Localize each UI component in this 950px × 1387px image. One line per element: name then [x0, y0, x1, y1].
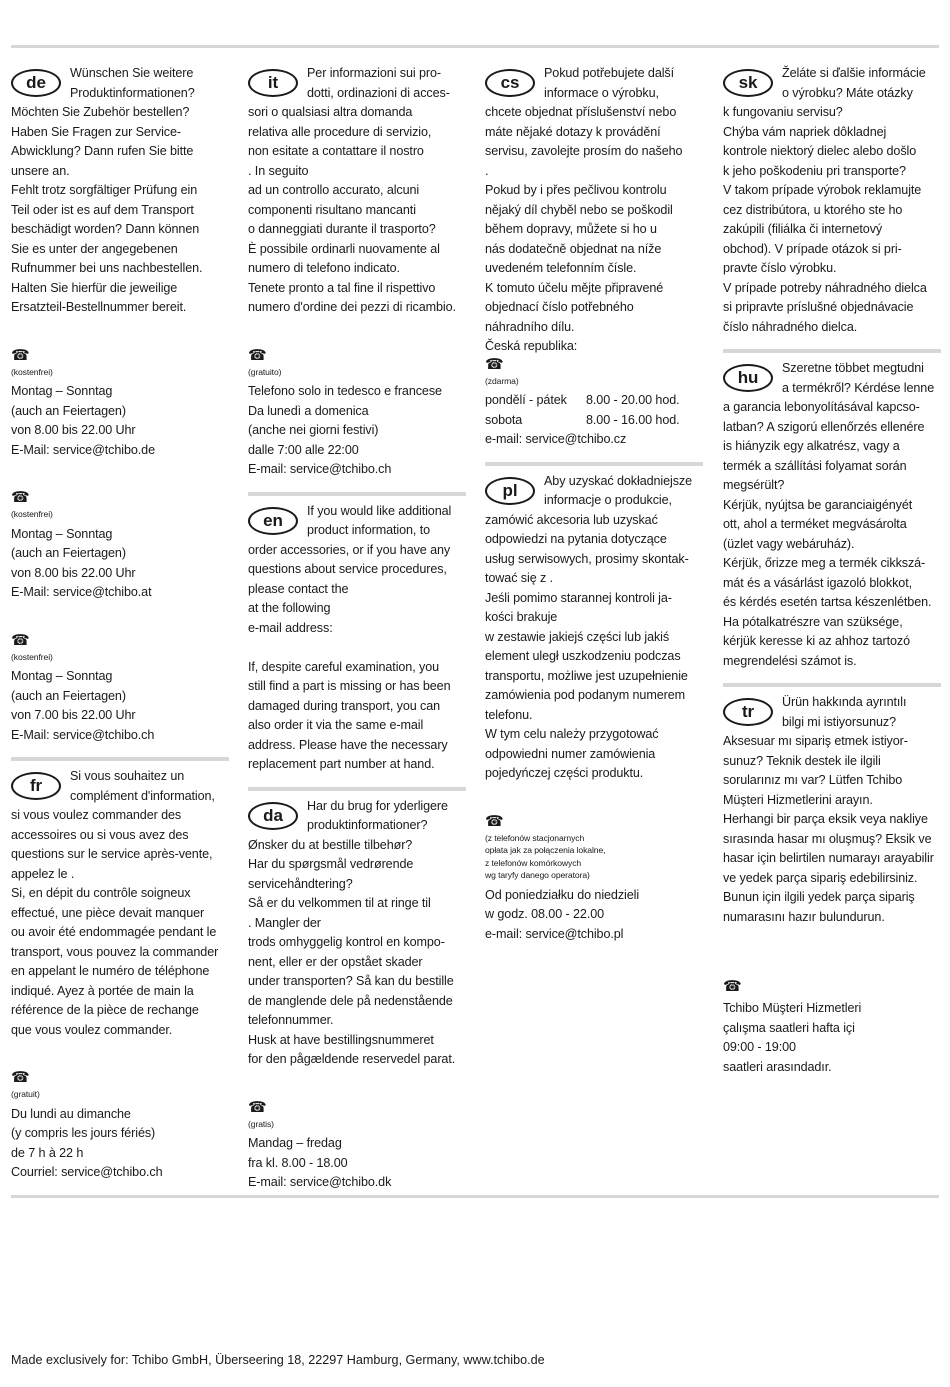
cs-hours-row: [485, 411, 703, 431]
de-contact-text: Montag – Sonntag (auch an Feiertagen) von 8.00 bis 22.00 Uhr E-Mail: service@tchibo.at: [11, 526, 152, 599]
cs-hours-day: sobota: [485, 412, 523, 427]
section-cs: [485, 64, 703, 450]
phone-icon: ☎: [248, 346, 267, 364]
section-divider: [248, 787, 466, 791]
section-it: [248, 64, 466, 480]
fr-contact: [11, 1070, 229, 1183]
language-badge-de: de: [11, 69, 61, 97]
it-contact-text: Telefono solo in tedesco e francese Da lunedì a domenica (anche nei giorni festivi) dalle 7:00 alle 22:00 E-mail: service@tchibo.ch: [248, 384, 442, 476]
it-contact-note: (gratuito): [248, 366, 282, 377]
pl-contact-text: Od poniedziałku do niedzieli w godz. 08.00 - 22.00 e-mail: service@tchibo.pl: [485, 887, 640, 941]
column-4: [723, 64, 941, 1077]
phone-icon: ☎: [723, 978, 742, 995]
phone-icon: ☎: [248, 1098, 267, 1116]
pl-contact: [485, 814, 703, 945]
bottom-rule: [11, 1195, 939, 1198]
cs-hours-row: [485, 391, 703, 411]
section-divider: [485, 462, 703, 466]
de-contact-switzerland: [11, 633, 229, 746]
language-badge-pl: pl: [485, 477, 535, 505]
section-divider: [248, 492, 466, 496]
it-intro-text: Per informazioni sui pro- dotti, ordinazioni di acces- sori o qualsiasi altra domanda relativa alle procedure di servizio, non esitate a contattare il nostro . In seguito ad un controllo accurato, alcuni componenti risultano mancanti o danneggiati durante il trasporto? È possibile ordinarli nuovamente al numero di telefono indicato. Tenete pronto a tal fine il rispettivo numero d'ordine dei pezzi di ricambio.: [248, 66, 456, 314]
cs-contact: [485, 357, 703, 450]
section-tr: [723, 693, 941, 1077]
de-contact-note: (kostenfrei): [11, 366, 53, 377]
da-contact: [248, 1100, 466, 1193]
cs-hours-time: 8.00 - 16.00 hod.: [586, 412, 680, 427]
language-badge-hu: hu: [723, 364, 773, 392]
language-badge-sk: sk: [723, 69, 773, 97]
tr-intro-text: Ürün hakkında ayrıntılı bilgi mi istiyorsunuz? Aksesuar mı sipariş etmek istiyor- sunuz? Teknik destek ile ilgili sorularınız mı var? Lütfen Tchibo Müşteri Hizmetlerini arayın. Herhangi bir parça eksik veya nakliye sırasında hasar mı oluşmuş? Eksik ve hasar için belirtilen numarayı arayabilir ve yedek parça sipariş edebilirsiniz. Bunun için ilgili yedek parça sipariş numarasını hazır bulundurun.: [723, 695, 934, 924]
language-badge-fr: fr: [11, 772, 61, 800]
top-rule: [11, 45, 939, 48]
section-divider: [11, 757, 229, 761]
de-intro-text: Wünschen Sie weitere Produktinformationen? Möchten Sie Zubehör bestellen? Haben Sie Fragen zur Service- Abwicklung? Dann rufen Sie bitte unsere an. Fehlt trotz sorgfältiger Prüfung ein Teil oder ist es auf dem Transport beschädigt worden? Dann können Sie es unter der angegebenen Rufnummer bei uns nachbestellen. Halten Sie hierfür die jeweilige Ersatzteil-Bestellnummer bereit.: [11, 66, 203, 314]
phone-icon: ☎: [11, 489, 30, 506]
section-fr: [11, 767, 229, 1183]
en-intro-text: If you would like additional product information, to order accessories, or if you have any questions about service procedures, please contact the at the following e-mail address: If, despite careful examination, you still find a part is missing or has been damaged during transport, you can also order it via the same e-mail address. Please have the necessary replacement part number at hand.: [248, 503, 452, 771]
language-badge-it: it: [248, 69, 298, 97]
cs-hours-time: 8.00 - 20.00 hod.: [586, 393, 680, 407]
de-contact-note: (kostenfrei): [11, 651, 53, 662]
pl-contact-note: (z telefonów stacjonarnych opłata jak za połączenia lokalne, z telefonów komórkowych wg taryfy danego operatora): [485, 832, 606, 880]
section-de: [11, 64, 229, 745]
de-contact-austria: [11, 490, 229, 603]
da-contact-note: (gratis): [248, 1118, 274, 1129]
de-contact-note: (kostenfrei): [11, 509, 53, 519]
de-contact-text: Montag – Sonntag (auch an Feiertagen) von 8.00 bis 22.00 Uhr E-Mail: service@tchibo.de: [11, 384, 155, 457]
de-contact-text: Montag – Sonntag (auch an Feiertagen) von 7.00 bis 22.00 Uhr E-Mail: service@tchibo.ch: [11, 669, 155, 742]
language-badge-da: da: [248, 802, 298, 830]
footer-imprint: Made exclusively for: Tchibo GmbH, Überseering 18, 22297 Hamburg, Germany, www.tchibo.de: [11, 1353, 545, 1367]
hu-intro-text: Szeretne többet megtudni a termékről? Kérdése lenne a garancia lebonyolításával kapcso- latban? A szigorú ellenőrzés ellenére is hiányzik egy alkatrész, vagy a termék a szállítási folyamat során megsérült? Kérjük, nyújtsa be garanciaigényét ott, ahol a terméket megvásárolta (üzlet vagy webáruház). Kérjük, őrizze meg a termék cikkszá- mát és a vásárlást igazoló blokkot, és kérdés esetén tartsa készenlétben. Ha pótalkatrészre van szüksége, kérjük keresse ki az ahhoz tartozó megrendelési számot is.: [723, 361, 935, 668]
fr-intro-text: Si vous souhaitez un complément d'information, si vous voulez commander des accessoires ou si vous avez des questions sur le service après-vente, appelez le . Si, en dépit du contrôle soigneux effectué, une pièce devait manquer ou avoir été endommagée pendant le transport, vous pouvez la commander en appelant le numéro de téléphone indiqué. Ayez à portée de main la référence de la pièce de rechange que vous voulez commander.: [11, 769, 219, 1037]
column-1: [11, 64, 229, 1183]
phone-icon: ☎: [11, 1069, 30, 1086]
language-badge-en: en: [248, 507, 298, 535]
cs-contact-note: (zdarma): [485, 375, 519, 386]
cs-email: e-mail: service@tchibo.cz: [485, 432, 627, 446]
da-contact-text: Mandag – fredag fra kl. 8.00 - 18.00 E-mail: service@tchibo.dk: [248, 1136, 392, 1189]
section-en: [248, 502, 466, 775]
it-contact: [248, 348, 466, 480]
section-pl: [485, 472, 703, 945]
tr-contact-text: Tchibo Müşteri Hizmetleri çalışma saatleri hafta içi 09:00 - 19:00 saatleri arasındadır.: [723, 1001, 862, 1074]
de-contact-germany: [11, 348, 229, 461]
sk-intro-text: Želáte si ďalšie informácie o výrobku? Máte otázky k fungovaniu servisu? Chýba vám napriek dôkladnej kontrole niektorý dielec alebo došlo k jeho poškodeniu pri transporte? V takom prípade výrobok reklamujte cez distribútora, u ktorého ste ho zakúpili (filiálka či internetový obchod). V prípade otázok si pri- pravte číslo výrobku. V prípade potreby náhradného dielca si pripravte príslušné objednávacie číslo náhradného dielca.: [723, 66, 927, 334]
fr-contact-text: Du lundi au dimanche (y compris les jours fériés) de 7 h à 22 h Courriel: service@tchibo.ch: [11, 1106, 163, 1179]
da-intro-text: Har du brug for yderligere produktinformationer? Ønsker du at bestille tilbehør? Har du spørgsmål vedrørende servicehåndtering? Så er du velkommen til at ringe til . Mangler der trods omhyggelig kontrol en kompo- nent, eller er der opstået skader under transporten? Så kan du bestille de manglende dele på nedenstående telefonnummer. Husk at have bestillingsnummeret for den pågældende reservedel parat.: [248, 798, 456, 1066]
column-3: [485, 64, 703, 944]
section-da: [248, 797, 466, 1193]
cs-hours-day: pondělí - pátek: [485, 393, 567, 407]
phone-icon: ☎: [485, 355, 504, 373]
cs-intro-text: Pokud potřebujete další informace o výrobku, chcete objednat příslušenství nebo máte nějaké dotazy k provádění servisu, zavolejte prosím do našeho . Pokud by i přes pečlivou kontrolu nějaký díl chyběl nebo se poškodil během dopravy, můžete si ho u nás dodatečně objednat na níže uvedeném telefonním čísle. K tomuto účelu mějte připravené objednací číslo potřebného náhradního dílu. Česká republika:: [485, 66, 683, 353]
section-divider: [723, 683, 941, 687]
section-divider: [723, 349, 941, 353]
section-hu: [723, 359, 941, 671]
phone-icon: ☎: [11, 631, 30, 649]
language-badge-cs: cs: [485, 69, 535, 97]
section-sk: [723, 64, 941, 337]
phone-icon: ☎: [485, 812, 504, 830]
language-badge-tr: tr: [723, 698, 773, 726]
pl-intro-text: Aby uzyskać dokładniejsze informacje o produkcie, zamówić akcesoria lub uzyskać odpowiedzi na pytania dotyczące usług serwisowych, prosimy skontak- tować się z . Jeśli pomimo starannej kontroli ja- kości brakuje w zestawie jakiejś części lub jakiś element uległ uszkodzeniu podczas transportu, możliwe jest uzupełnienie zamówienia pod podanym numerem telefonu. W tym celu należy przygotować odpowiedni numer zamówienia pojedyńczej części produktu.: [485, 473, 693, 780]
tr-contact: [723, 979, 941, 1077]
fr-contact-note: (gratuit): [11, 1089, 40, 1099]
column-2: [248, 64, 466, 1193]
phone-icon: ☎: [11, 346, 30, 364]
